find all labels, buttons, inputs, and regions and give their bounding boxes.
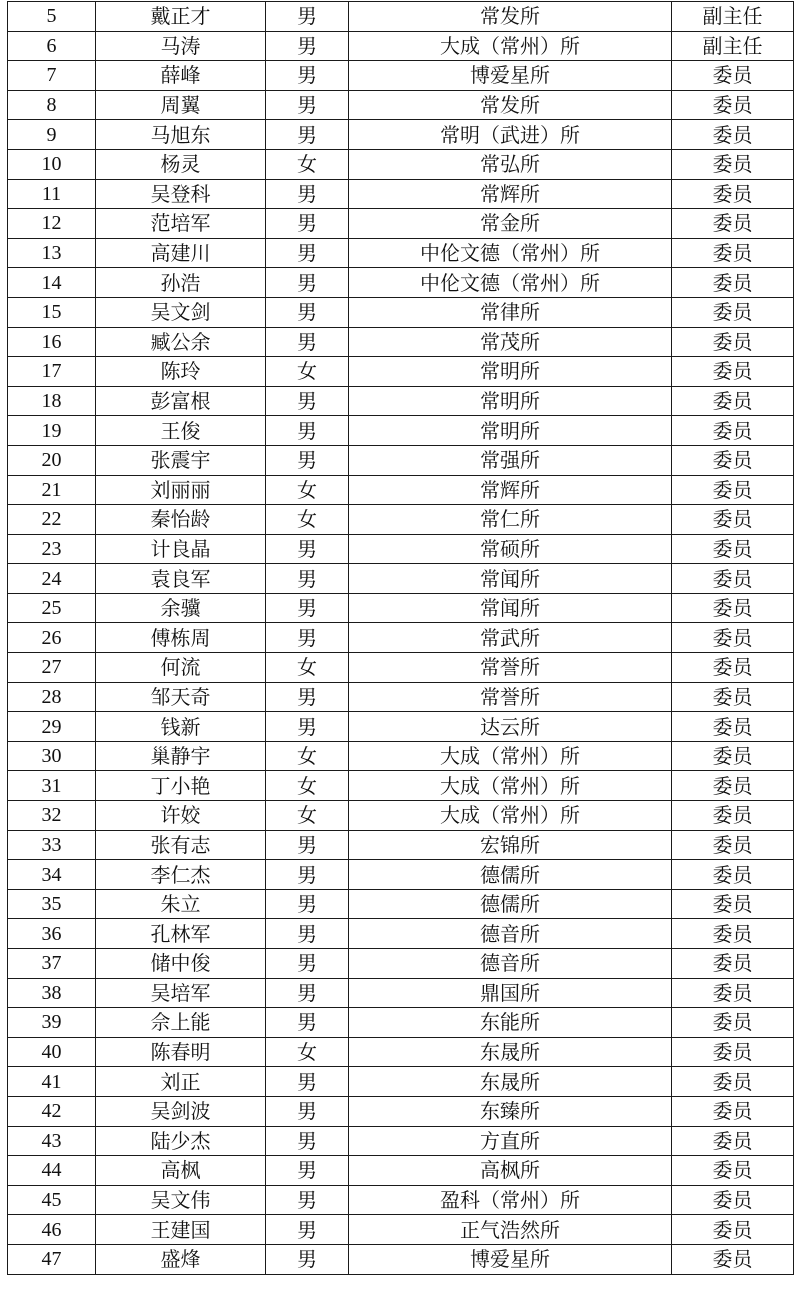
position-cell: 委员	[672, 149, 794, 179]
seq-number-cell: 35	[8, 889, 96, 919]
position-cell: 委员	[672, 741, 794, 771]
table-row	[8, 1215, 794, 1245]
law-firm-cell: 博爱星所	[349, 61, 672, 91]
seq-number-cell: 26	[8, 623, 96, 653]
member-name-cell: 陆少杰	[96, 1126, 266, 1156]
position-cell: 委员	[672, 268, 794, 298]
gender-cell: 女	[266, 475, 349, 505]
member-name-cell: 余骥	[96, 593, 266, 623]
law-firm-cell: 德音所	[349, 949, 672, 979]
member-name-cell: 秦怡龄	[96, 505, 266, 535]
table-row	[8, 978, 794, 1008]
member-name-cell: 袁良军	[96, 564, 266, 594]
position-cell: 委员	[672, 1215, 794, 1245]
gender-cell: 男	[266, 179, 349, 209]
seq-number-cell: 19	[8, 416, 96, 446]
seq-number-cell: 18	[8, 386, 96, 416]
member-name-cell: 盛烽	[96, 1244, 266, 1274]
table-row	[8, 2, 794, 32]
gender-cell: 男	[266, 1215, 349, 1245]
table-row	[8, 445, 794, 475]
gender-cell: 男	[266, 860, 349, 890]
seq-number-cell: 31	[8, 771, 96, 801]
gender-cell: 男	[266, 830, 349, 860]
member-name-cell: 王建国	[96, 1215, 266, 1245]
gender-cell: 男	[266, 949, 349, 979]
position-cell: 委员	[672, 1156, 794, 1186]
table-row	[8, 505, 794, 535]
gender-cell: 男	[266, 1096, 349, 1126]
member-name-cell: 邹天奇	[96, 682, 266, 712]
gender-cell: 男	[266, 1126, 349, 1156]
table-row	[8, 712, 794, 742]
law-firm-cell: 中伦文德（常州）所	[349, 268, 672, 298]
seq-number-cell: 5	[8, 2, 96, 32]
law-firm-cell: 常仁所	[349, 505, 672, 535]
table-row	[8, 741, 794, 771]
table-row	[8, 90, 794, 120]
member-name-cell: 马旭东	[96, 120, 266, 150]
member-name-cell: 吴培军	[96, 978, 266, 1008]
table-row	[8, 889, 794, 919]
law-firm-cell: 常发所	[349, 90, 672, 120]
position-cell: 委员	[672, 179, 794, 209]
table-row	[8, 1185, 794, 1215]
gender-cell: 女	[266, 1037, 349, 1067]
table-row	[8, 860, 794, 890]
seq-number-cell: 38	[8, 978, 96, 1008]
law-firm-cell: 常誉所	[349, 682, 672, 712]
seq-number-cell: 32	[8, 801, 96, 831]
member-name-cell: 彭富根	[96, 386, 266, 416]
seq-number-cell: 41	[8, 1067, 96, 1097]
member-name-cell: 戴正才	[96, 2, 266, 32]
position-cell: 委员	[672, 1126, 794, 1156]
position-cell: 委员	[672, 1037, 794, 1067]
table-row	[8, 919, 794, 949]
position-cell: 委员	[672, 801, 794, 831]
member-name-cell: 何流	[96, 653, 266, 683]
law-firm-cell: 常明（武进）所	[349, 120, 672, 150]
position-cell: 委员	[672, 386, 794, 416]
seq-number-cell: 45	[8, 1185, 96, 1215]
position-cell: 委员	[672, 209, 794, 239]
member-name-cell: 吴剑波	[96, 1096, 266, 1126]
seq-number-cell: 12	[8, 209, 96, 239]
position-cell: 委员	[672, 830, 794, 860]
position-cell: 委员	[672, 61, 794, 91]
table-row	[8, 209, 794, 239]
seq-number-cell: 25	[8, 593, 96, 623]
member-name-cell: 钱新	[96, 712, 266, 742]
table-row	[8, 61, 794, 91]
law-firm-cell: 东晟所	[349, 1067, 672, 1097]
gender-cell: 男	[266, 90, 349, 120]
gender-cell: 男	[266, 593, 349, 623]
law-firm-cell: 达云所	[349, 712, 672, 742]
law-firm-cell: 大成（常州）所	[349, 31, 672, 61]
gender-cell: 男	[266, 61, 349, 91]
law-firm-cell: 常弘所	[349, 149, 672, 179]
seq-number-cell: 13	[8, 238, 96, 268]
law-firm-cell: 大成（常州）所	[349, 801, 672, 831]
law-firm-cell: 常辉所	[349, 179, 672, 209]
position-cell: 委员	[672, 534, 794, 564]
member-name-cell: 刘丽丽	[96, 475, 266, 505]
law-firm-cell: 德音所	[349, 919, 672, 949]
member-name-cell: 吴文伟	[96, 1185, 266, 1215]
member-name-cell: 马涛	[96, 31, 266, 61]
seq-number-cell: 23	[8, 534, 96, 564]
seq-number-cell: 27	[8, 653, 96, 683]
gender-cell: 女	[266, 771, 349, 801]
law-firm-cell: 常誉所	[349, 653, 672, 683]
table-row	[8, 416, 794, 446]
table-row	[8, 593, 794, 623]
seq-number-cell: 37	[8, 949, 96, 979]
seq-number-cell: 7	[8, 61, 96, 91]
member-name-cell: 李仁杰	[96, 860, 266, 890]
gender-cell: 男	[266, 564, 349, 594]
seq-number-cell: 10	[8, 149, 96, 179]
table-row	[8, 179, 794, 209]
table-row	[8, 357, 794, 387]
seq-number-cell: 20	[8, 445, 96, 475]
table-row	[8, 238, 794, 268]
member-name-cell: 杨灵	[96, 149, 266, 179]
law-firm-cell: 东臻所	[349, 1096, 672, 1126]
seq-number-cell: 33	[8, 830, 96, 860]
seq-number-cell: 39	[8, 1008, 96, 1038]
gender-cell: 女	[266, 357, 349, 387]
law-firm-cell: 高枫所	[349, 1156, 672, 1186]
position-cell: 委员	[672, 475, 794, 505]
seq-number-cell: 47	[8, 1244, 96, 1274]
member-name-cell: 丁小艳	[96, 771, 266, 801]
position-cell: 委员	[672, 593, 794, 623]
gender-cell: 男	[266, 327, 349, 357]
law-firm-cell: 常发所	[349, 2, 672, 32]
position-cell: 委员	[672, 1185, 794, 1215]
member-name-cell: 范培军	[96, 209, 266, 239]
position-cell: 委员	[672, 238, 794, 268]
gender-cell: 女	[266, 149, 349, 179]
position-cell: 副主任	[672, 31, 794, 61]
law-firm-cell: 大成（常州）所	[349, 741, 672, 771]
gender-cell: 男	[266, 978, 349, 1008]
table-row	[8, 653, 794, 683]
table-row	[8, 771, 794, 801]
gender-cell: 男	[266, 268, 349, 298]
table-row	[8, 1096, 794, 1126]
table-row	[8, 801, 794, 831]
table-row	[8, 475, 794, 505]
seq-number-cell: 22	[8, 505, 96, 535]
table-row	[8, 1244, 794, 1274]
seq-number-cell: 43	[8, 1126, 96, 1156]
law-firm-cell: 常闻所	[349, 564, 672, 594]
law-firm-cell: 常明所	[349, 386, 672, 416]
table-row	[8, 1067, 794, 1097]
member-name-cell: 陈玲	[96, 357, 266, 387]
position-cell: 委员	[672, 978, 794, 1008]
law-firm-cell: 常律所	[349, 297, 672, 327]
position-cell: 委员	[672, 682, 794, 712]
seq-number-cell: 16	[8, 327, 96, 357]
gender-cell: 男	[266, 1185, 349, 1215]
table-row	[8, 1037, 794, 1067]
member-name-cell: 王俊	[96, 416, 266, 446]
position-cell: 委员	[672, 860, 794, 890]
member-name-cell: 许姣	[96, 801, 266, 831]
member-name-cell: 储中俊	[96, 949, 266, 979]
gender-cell: 男	[266, 297, 349, 327]
position-cell: 副主任	[672, 2, 794, 32]
gender-cell: 女	[266, 653, 349, 683]
table-row	[8, 120, 794, 150]
member-name-cell: 高枫	[96, 1156, 266, 1186]
position-cell: 委员	[672, 505, 794, 535]
member-name-cell: 孔林军	[96, 919, 266, 949]
members-table	[7, 1, 794, 1275]
seq-number-cell: 40	[8, 1037, 96, 1067]
seq-number-cell: 46	[8, 1215, 96, 1245]
seq-number-cell: 24	[8, 564, 96, 594]
position-cell: 委员	[672, 771, 794, 801]
law-firm-cell: 常强所	[349, 445, 672, 475]
position-cell: 委员	[672, 327, 794, 357]
seq-number-cell: 36	[8, 919, 96, 949]
position-cell: 委员	[672, 1096, 794, 1126]
gender-cell: 男	[266, 2, 349, 32]
position-cell: 委员	[672, 949, 794, 979]
position-cell: 委员	[672, 416, 794, 446]
gender-cell: 男	[266, 534, 349, 564]
gender-cell: 女	[266, 741, 349, 771]
position-cell: 委员	[672, 653, 794, 683]
table-row	[8, 268, 794, 298]
table-row	[8, 386, 794, 416]
seq-number-cell: 14	[8, 268, 96, 298]
gender-cell: 男	[266, 712, 349, 742]
position-cell: 委员	[672, 357, 794, 387]
seq-number-cell: 21	[8, 475, 96, 505]
gender-cell: 男	[266, 889, 349, 919]
table-row	[8, 1008, 794, 1038]
law-firm-cell: 常硕所	[349, 534, 672, 564]
member-name-cell: 高建川	[96, 238, 266, 268]
table-row	[8, 830, 794, 860]
law-firm-cell: 德儒所	[349, 889, 672, 919]
law-firm-cell: 常金所	[349, 209, 672, 239]
seq-number-cell: 8	[8, 90, 96, 120]
table-row	[8, 534, 794, 564]
member-name-cell: 张震宇	[96, 445, 266, 475]
position-cell: 委员	[672, 297, 794, 327]
position-cell: 委员	[672, 120, 794, 150]
table-row	[8, 564, 794, 594]
law-firm-cell: 东能所	[349, 1008, 672, 1038]
seq-number-cell: 9	[8, 120, 96, 150]
table-row	[8, 949, 794, 979]
member-name-cell: 傅栋周	[96, 623, 266, 653]
law-firm-cell: 盈科（常州）所	[349, 1185, 672, 1215]
seq-number-cell: 42	[8, 1096, 96, 1126]
law-firm-cell: 常闻所	[349, 593, 672, 623]
gender-cell: 男	[266, 1156, 349, 1186]
seq-number-cell: 28	[8, 682, 96, 712]
law-firm-cell: 鼎国所	[349, 978, 672, 1008]
position-cell: 委员	[672, 919, 794, 949]
table-row	[8, 1126, 794, 1156]
member-name-cell: 薛峰	[96, 61, 266, 91]
table-row	[8, 149, 794, 179]
seq-number-cell: 15	[8, 297, 96, 327]
table-row	[8, 682, 794, 712]
position-cell: 委员	[672, 1067, 794, 1097]
gender-cell: 女	[266, 801, 349, 831]
law-firm-cell: 宏锦所	[349, 830, 672, 860]
member-name-cell: 朱立	[96, 889, 266, 919]
gender-cell: 男	[266, 919, 349, 949]
law-firm-cell: 正气浩然所	[349, 1215, 672, 1245]
position-cell: 委员	[672, 1244, 794, 1274]
seq-number-cell: 29	[8, 712, 96, 742]
table-row	[8, 327, 794, 357]
seq-number-cell: 30	[8, 741, 96, 771]
position-cell: 委员	[672, 623, 794, 653]
position-cell: 委员	[672, 889, 794, 919]
law-firm-cell: 常明所	[349, 416, 672, 446]
gender-cell: 男	[266, 445, 349, 475]
law-firm-cell: 常明所	[349, 357, 672, 387]
gender-cell: 男	[266, 31, 349, 61]
law-firm-cell: 东晟所	[349, 1037, 672, 1067]
table-row	[8, 297, 794, 327]
member-name-cell: 孙浩	[96, 268, 266, 298]
seq-number-cell: 6	[8, 31, 96, 61]
member-name-cell: 佘上能	[96, 1008, 266, 1038]
member-name-cell: 刘正	[96, 1067, 266, 1097]
member-name-cell: 张有志	[96, 830, 266, 860]
table-row	[8, 623, 794, 653]
member-name-cell: 吴文剑	[96, 297, 266, 327]
seq-number-cell: 11	[8, 179, 96, 209]
law-firm-cell: 大成（常州）所	[349, 771, 672, 801]
law-firm-cell: 常辉所	[349, 475, 672, 505]
gender-cell: 男	[266, 238, 349, 268]
table-row	[8, 31, 794, 61]
seq-number-cell: 17	[8, 357, 96, 387]
gender-cell: 男	[266, 682, 349, 712]
gender-cell: 男	[266, 623, 349, 653]
member-name-cell: 臧公余	[96, 327, 266, 357]
member-name-cell: 吴登科	[96, 179, 266, 209]
law-firm-cell: 博爱星所	[349, 1244, 672, 1274]
member-name-cell: 周翼	[96, 90, 266, 120]
position-cell: 委员	[672, 1008, 794, 1038]
law-firm-cell: 常茂所	[349, 327, 672, 357]
member-name-cell: 巢静宇	[96, 741, 266, 771]
law-firm-cell: 德儒所	[349, 860, 672, 890]
position-cell: 委员	[672, 445, 794, 475]
seq-number-cell: 44	[8, 1156, 96, 1186]
table-row	[8, 1156, 794, 1186]
gender-cell: 男	[266, 1244, 349, 1274]
law-firm-cell: 方直所	[349, 1126, 672, 1156]
position-cell: 委员	[672, 712, 794, 742]
law-firm-cell: 中伦文德（常州）所	[349, 238, 672, 268]
gender-cell: 男	[266, 1008, 349, 1038]
seq-number-cell: 34	[8, 860, 96, 890]
position-cell: 委员	[672, 564, 794, 594]
member-name-cell: 陈春明	[96, 1037, 266, 1067]
gender-cell: 男	[266, 209, 349, 239]
law-firm-cell: 常武所	[349, 623, 672, 653]
position-cell: 委员	[672, 90, 794, 120]
gender-cell: 男	[266, 120, 349, 150]
members-table-body	[8, 2, 794, 1275]
gender-cell: 男	[266, 386, 349, 416]
gender-cell: 男	[266, 416, 349, 446]
gender-cell: 男	[266, 1067, 349, 1097]
member-name-cell: 计良晶	[96, 534, 266, 564]
gender-cell: 女	[266, 505, 349, 535]
